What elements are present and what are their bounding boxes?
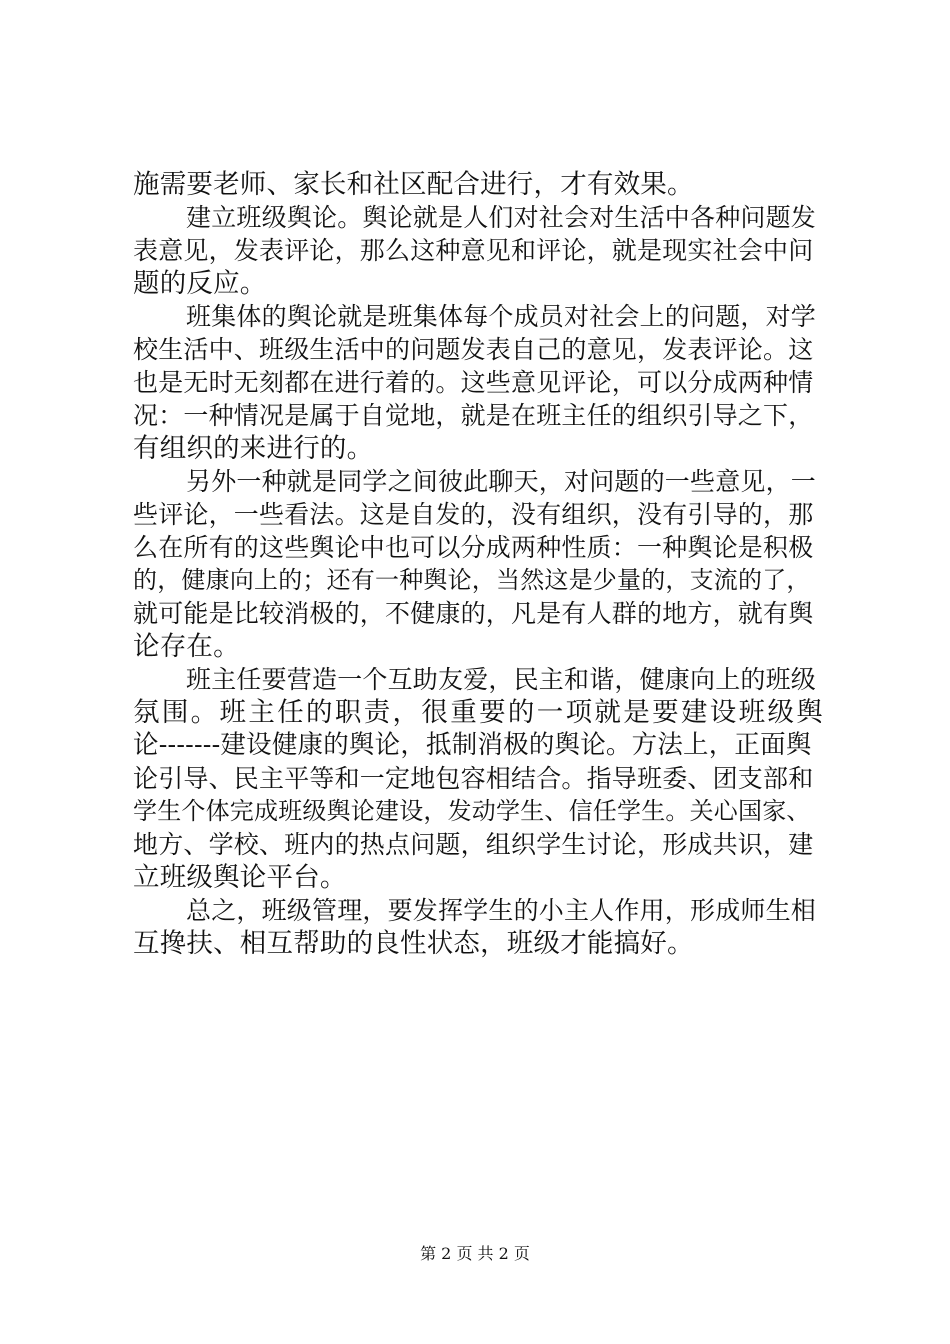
text-line: 的，健康向上的；还有一种舆论，当然这是少量的，支流的了， [133, 566, 811, 594]
text-line: 另外一种就是同学之间彼此聊天，对问题的一些意见，一 [186, 467, 817, 496]
text-line: 校生活中、班级生活中的问题发表自己的意见，发表评论。这 [133, 335, 814, 364]
text-line: 施需要老师、家长和社区配合进行，才有效果。 [133, 169, 694, 200]
text-line: 地方、学校、班内的热点问题，组织学生讨论，形成共识，建 [133, 830, 814, 859]
text-line: 也是无时无刻都在进行着的。这些意见评论，可以分成两种情 [133, 368, 814, 397]
text-line: 氛围。班主任的职责，很重要的一项就是要建设班级舆 [133, 697, 823, 728]
text-line: 么在所有的这些舆论中也可以分成两种性质：一种舆论是积极 [133, 533, 814, 562]
text-line: 表意见，发表评论，那么这种意见和评论，就是现实社会中问 [133, 236, 814, 265]
text-line: 题的反应。 [133, 268, 267, 299]
text-line: 有组织的来进行的。 [133, 433, 374, 464]
text-line: 建立班级舆论。舆论就是人们对社会对生活中各种问题发 [186, 203, 817, 232]
document-body [133, 168, 823, 960]
text-line: 论存在。 [133, 631, 240, 662]
text-line: 班集体的舆论就是班集体每个成员对社会上的问题，对学 [186, 302, 817, 331]
text-line: 学生个体完成班级舆论建设，发动学生、信任学生。关心国家、 [133, 797, 811, 825]
text-line: 些评论，一些看法。这是自发的，没有组织，没有引导的，那 [133, 500, 814, 529]
text-line: 班主任要营造一个互助友爱，民主和谐，健康向上的班级 [186, 665, 817, 694]
text-line: 互搀扶、相互帮助的良性状态，班级才能搞好。 [133, 928, 694, 959]
text-line: 就可能是比较消极的，不健康的，凡是有人群的地方，就有舆 [133, 599, 814, 628]
text-line: 论引导、民主平等和一定地包容相结合。指导班委、团支部和 [133, 764, 814, 793]
page-footer: 第 2 页 共 2 页 [420, 1244, 530, 1263]
text-line: 况：一种情况是属于自觉地，就是在班主任的组织引导之下， [133, 401, 814, 430]
text-line: 总之，班级管理，要发挥学生的小主人作用，形成师生相 [186, 896, 817, 925]
text-line: 立班级舆论平台。 [133, 862, 347, 893]
text-line: 论-------建设健康的舆论，抵制消极的舆论。方法上，正面舆 [133, 730, 812, 760]
